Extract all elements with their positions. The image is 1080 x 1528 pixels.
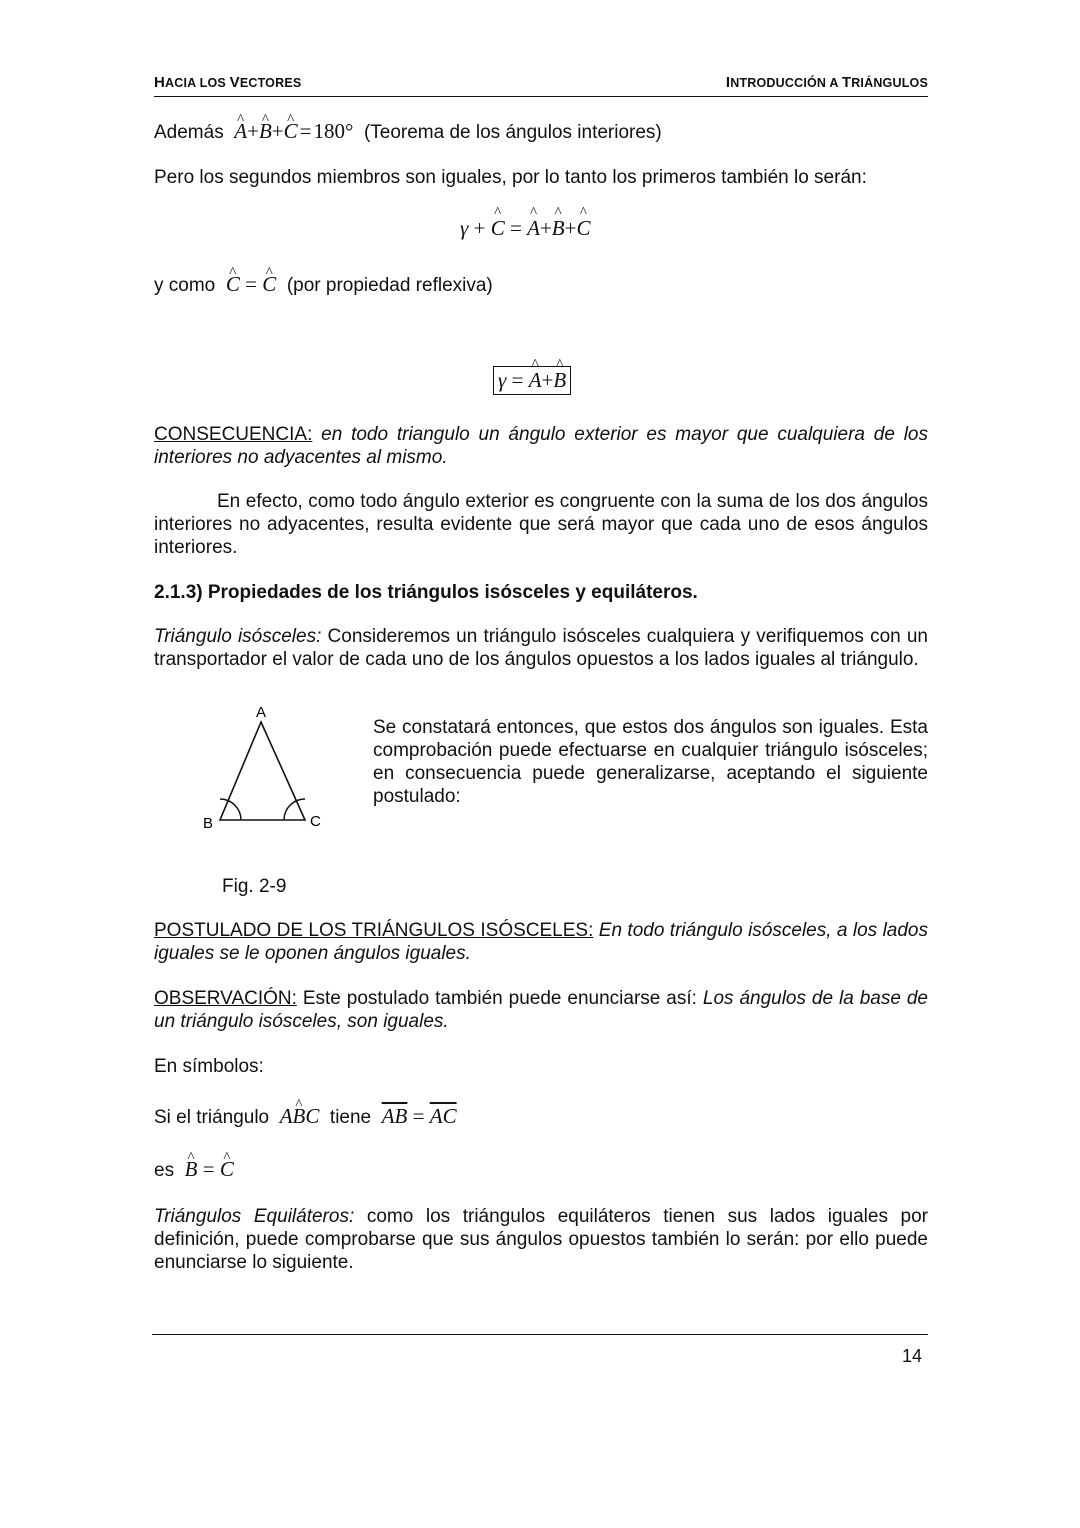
- symbolic-conclusion-line: es ^ B = ^ C: [154, 1158, 234, 1182]
- figure-caption: Fig. 2-9: [222, 876, 287, 897]
- vertex-label-a: A: [256, 704, 267, 721]
- page-header: [154, 74, 928, 97]
- isosceles-triangle-figure: [195, 700, 335, 840]
- footer-rule: [152, 1334, 928, 1335]
- isosceles-paragraph: Triángulo isósceles: Consideremos un triángulo isósceles cualquiera y verifiquemos con un transportador el valor de cada uno de los ángulos opuestos a los lados iguales al triángulo.: [154, 626, 928, 670]
- header-left-title: HACIA LOS VECTORES: [154, 74, 302, 91]
- consecuencia-paragraph: CONSECUENCIA: en todo triangulo un ángulo exterior es mayor que cualquiera de los interiores no adyacentes al mismo.: [154, 424, 928, 468]
- reflexive-line: y como ^ C = ^ C (por propiedad reflexiva): [154, 273, 493, 297]
- section-title: 2.1.3) Propiedades de los triángulos isósceles y equiláteros.: [154, 582, 698, 603]
- triangle-shape: [220, 722, 305, 820]
- angle-arc-c: [284, 799, 305, 820]
- postulado-paragraph: POSTULADO DE LOS TRIÁNGULOS ISÓSCELES: En todo triángulo isósceles, a los lados iguales se le oponen ángulos iguales.: [154, 920, 928, 964]
- simbolos-label: En símbolos:: [154, 1056, 264, 1077]
- equilateros-paragraph: Triángulos Equiláteros: como los triángulos equiláteros tienen sus lados iguales por definición, puede comprobarse que sus ángulos opuestos también lo serán: por ello puede enunciarse lo siguiente.: [154, 1206, 928, 1273]
- efecto-paragraph: En efecto, como todo ángulo exterior es congruente con la suma de los dos ángulos interiores no adyacentes, resulta evidente que será mayor que cada uno de esos ángulos interiores.: [154, 491, 928, 558]
- vertex-label-b: B: [203, 815, 214, 832]
- symbolic-hypothesis-line: Si el triángulo A^ BC tiene $\overline{AB} = \overline{AC}$: [154, 1105, 457, 1129]
- second-members-line: Pero los segundos miembros son iguales, por lo tanto los primeros también lo serán:: [154, 167, 867, 188]
- vertex-label-c: C: [310, 813, 321, 830]
- side-paragraph: Se constatará entonces, que estos dos ángulos son iguales. Esta comprobación puede efectuarse en cualquier triángulo isósceles; en consecuencia puede generalizarse, aceptando el siguiente postulado:: [373, 717, 928, 807]
- angle-arc-b: [220, 799, 241, 820]
- angle-sum-line: Además ^ A+^ B+^ C=180° (Teorema de los ángulos interiores): [154, 120, 662, 144]
- observacion-paragraph: OBSERVACIÓN: Este postulado también puede enunciarse así: Los ángulos de la base de un triángulo isósceles, son iguales.: [154, 988, 928, 1032]
- equation-centered: γ + ^ C = ^ A+^ B+^ C: [460, 216, 590, 241]
- boxed-result-equation: γ = ^ A+^ B: [493, 366, 571, 395]
- header-right-title: INTRODUCCIÓN A TRIÁNGULOS: [725, 74, 928, 91]
- page-number: 14: [901, 1346, 922, 1366]
